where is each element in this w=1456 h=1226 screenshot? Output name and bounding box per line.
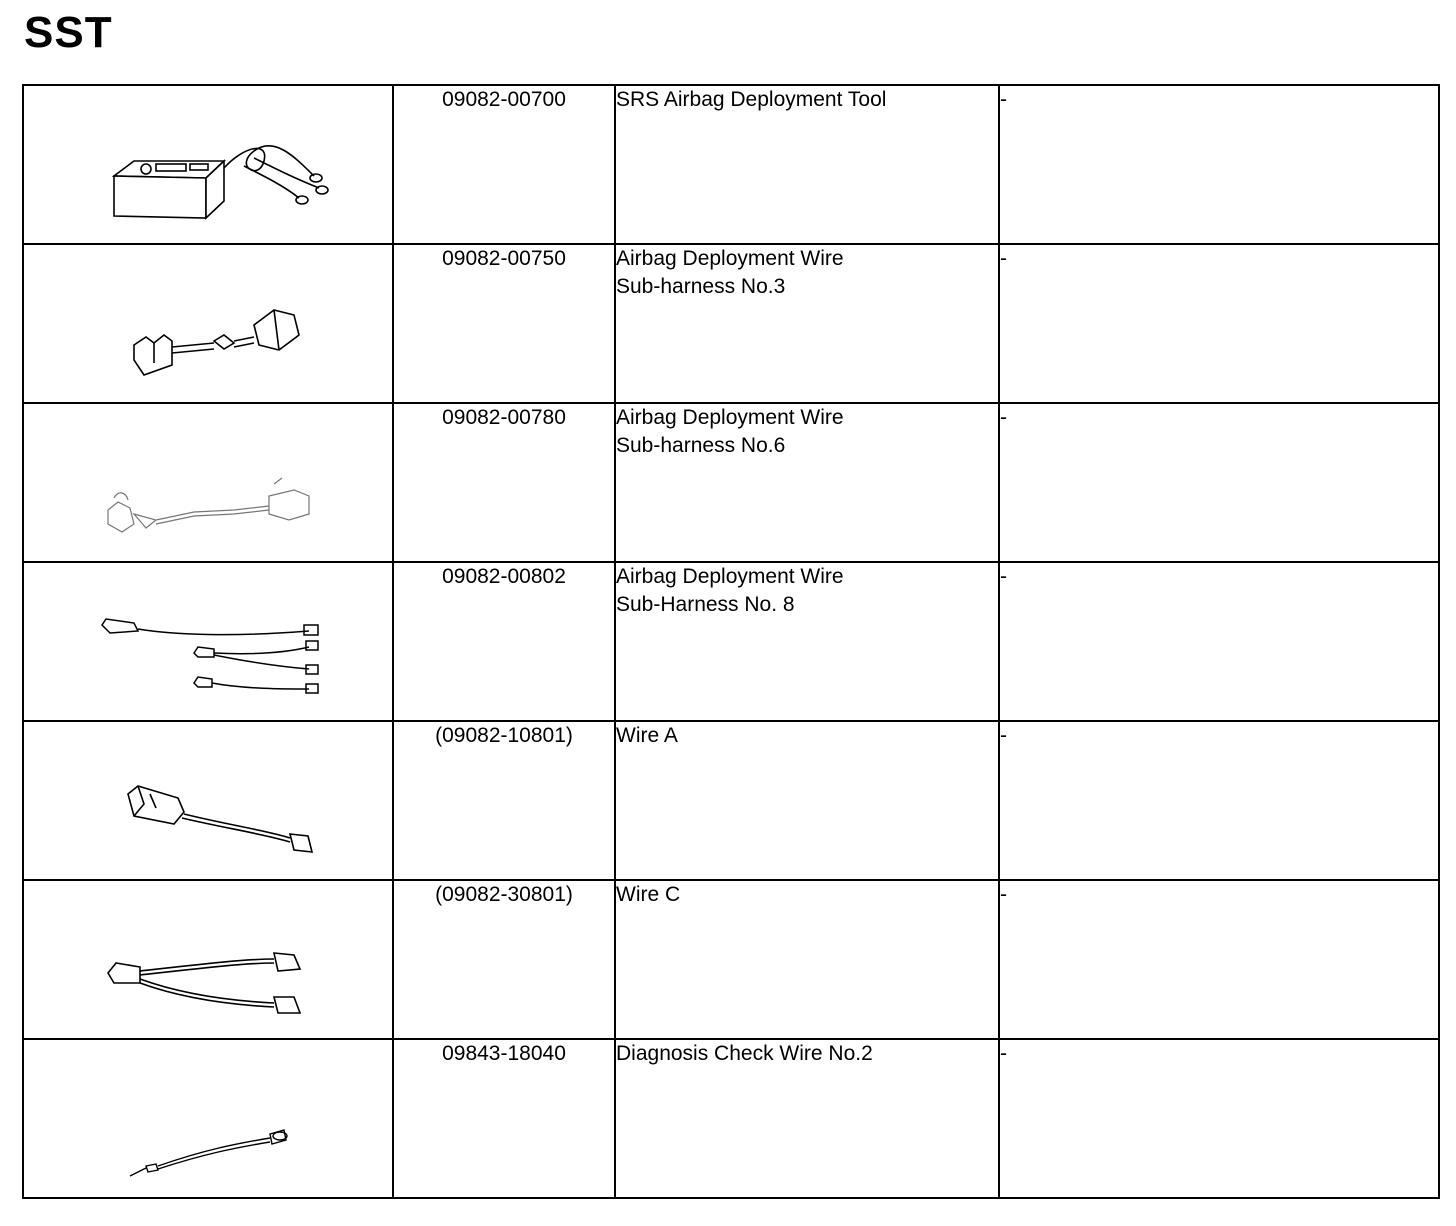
note: - [999,880,1439,1039]
illustration-cell [23,244,393,403]
note: - [999,85,1439,244]
sub-harness-no3-illustration [94,265,334,385]
part-number: 09082-00780 [393,403,615,562]
tool-name-line: Airbag Deployment Wire [616,565,844,588]
srs-airbag-deployment-tool-illustration [94,106,334,226]
illustration-cell [23,562,393,721]
part-number: 09082-00700 [393,85,615,244]
note: - [999,1039,1439,1198]
illustration-cell [23,880,393,1039]
sub-harness-no6-illustration [94,424,334,544]
tool-name-line: SRS Airbag Deployment Tool [616,88,887,111]
part-number: (09082-30801) [393,880,615,1039]
table-row [23,244,1439,403]
tool-name-line: Wire C [616,883,681,906]
table-row [23,880,1439,1039]
sst-table [22,84,1440,1199]
tool-name-line: Diagnosis Check Wire No.2 [616,1042,873,1065]
tool-name [615,403,999,562]
tool-name-line: Wire A [616,724,678,747]
note: - [999,244,1439,403]
tool-name [615,244,999,403]
wire-c-illustration [94,901,334,1021]
tool-name [615,85,999,244]
wire-a-illustration [94,742,334,862]
tool-name [615,880,999,1039]
note: - [999,403,1439,562]
part-number: 09843-18040 [393,1039,615,1198]
tool-name-line: Airbag Deployment Wire [616,247,844,270]
part-number: (09082-10801) [393,721,615,880]
table-row [23,85,1439,244]
illustration-cell [23,85,393,244]
diagnosis-check-wire-illustration [94,1060,334,1180]
part-number: 09082-00750 [393,244,615,403]
tool-name-line: Sub-harness No.3 [616,275,786,298]
illustration-cell [23,403,393,562]
note: - [999,562,1439,721]
tool-name-line: Airbag Deployment Wire [616,406,844,429]
table-row [23,1039,1439,1198]
table-row [23,721,1439,880]
sub-harness-no8-illustration [94,583,334,703]
part-number: 09082-00802 [393,562,615,721]
tool-name [615,721,999,880]
tool-name-line: Sub-Harness No. 8 [616,593,795,616]
tool-name-line: Sub-harness No.6 [616,434,786,457]
table-row [23,403,1439,562]
table-row [23,562,1439,721]
tool-name [615,562,999,721]
illustration-cell [23,721,393,880]
illustration-cell [23,1039,393,1198]
page-title: SST [24,8,113,57]
note: - [999,721,1439,880]
tool-name [615,1039,999,1198]
